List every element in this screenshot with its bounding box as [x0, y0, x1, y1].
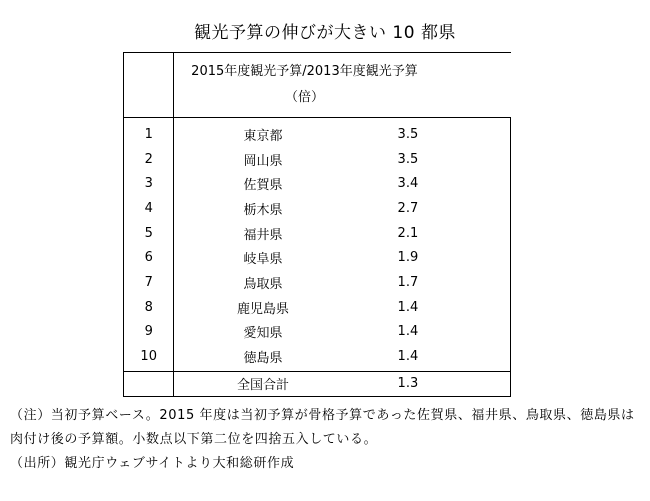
prefecture-cell: 岐阜県 [243, 252, 283, 268]
prefecture-cell: 福井県 [243, 227, 283, 243]
table-header-row [124, 53, 511, 118]
prefecture-cell: 東京都 [243, 128, 283, 144]
rank-cell: 5 [124, 221, 174, 246]
ratio-cell: 1.4 [352, 344, 511, 371]
rank-cell: 10 [124, 344, 174, 371]
table-row [124, 221, 511, 246]
rank-cell: 7 [124, 270, 174, 295]
header-line-1: 2015年度観光予算/2013年度観光予算 [191, 64, 418, 79]
table-row [124, 245, 511, 270]
table-row [124, 147, 511, 172]
ratio-cell: 1.4 [352, 320, 511, 345]
rank-cell: 4 [124, 196, 174, 221]
ranking-table [123, 52, 511, 397]
source-note: （出所）観光庁ウェブサイトより大和総研作成 [10, 456, 295, 471]
prefecture-cell: 岡山県 [243, 153, 283, 169]
table-row [124, 171, 511, 196]
table-total-row [124, 371, 511, 396]
ratio-cell: 3.4 [352, 171, 511, 196]
table-row [124, 270, 511, 295]
total-label-cell: 全国合計 [174, 371, 352, 396]
prefecture-cell: 鹿児島県 [236, 301, 289, 317]
rank-cell: 6 [124, 245, 174, 270]
ratio-cell: 1.4 [352, 295, 511, 320]
prefecture-cell: 徳島県 [243, 351, 283, 367]
ratio-cell: 2.7 [352, 196, 511, 221]
page-title: 観光予算の伸びが大きい 10 都県 [194, 23, 456, 43]
prefecture-cell: 愛知県 [243, 326, 283, 342]
total-value-cell: 1.3 [352, 371, 511, 396]
ratio-cell: 1.7 [352, 270, 511, 295]
rank-cell: 2 [124, 147, 174, 172]
ratio-cell: 3.5 [352, 118, 511, 147]
header-ratio-cell [174, 53, 511, 118]
table-row [124, 344, 511, 371]
table-row [124, 295, 511, 320]
rank-cell: 1 [124, 118, 174, 147]
rank-cell: 8 [124, 295, 174, 320]
rank-cell: 3 [124, 171, 174, 196]
note-line-2: 肉付け後の予算額。小数点以下第二位を四捨五入している。 [10, 432, 378, 447]
table-row [124, 196, 511, 221]
total-rank-cell [124, 371, 174, 396]
ratio-cell: 1.9 [352, 245, 511, 270]
prefecture-cell: 鳥取県 [243, 276, 283, 292]
table-row [124, 320, 511, 345]
prefecture-cell: 栃木県 [243, 202, 283, 218]
table-row [124, 118, 511, 147]
note-line-1: （注）当初予算ベース。2015 年度は当初予算が骨格予算であった佐賀県、福井県、鳥取県、徳島県は [10, 408, 635, 423]
ratio-cell: 2.1 [352, 221, 511, 246]
header-line-2: （倍） [284, 90, 324, 105]
prefecture-cell: 佐賀県 [243, 178, 283, 194]
ratio-cell: 3.5 [352, 147, 511, 172]
rank-cell: 9 [124, 320, 174, 345]
